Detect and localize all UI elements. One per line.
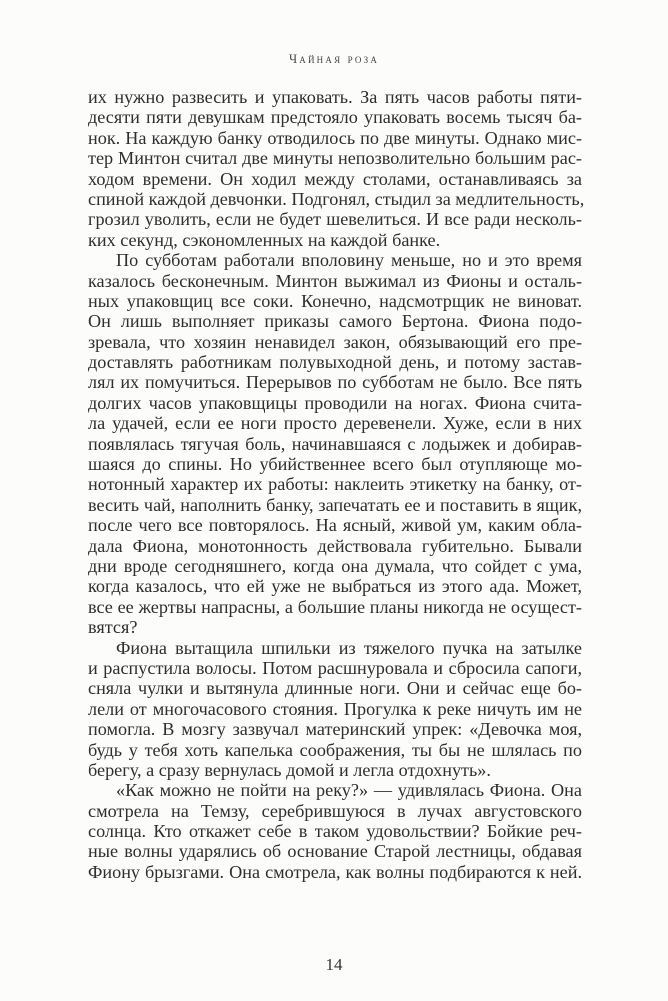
text-line: ных упаковщиц все соки. Конечно, надсмотрщик не виноват.: [88, 290, 582, 311]
text-line: и распустила волосы. Потом расшнуровала и сбросила сапоги,: [88, 657, 582, 678]
text-line: весить чай, наполнить банку, запечатать ее и поставить в ящик,: [88, 494, 582, 515]
text-line: ла удачей, если ее ноги просто деревенели. Хуже, если в них: [88, 413, 582, 434]
text-line: ких секунд, сэкономленных на каждой банке.: [88, 229, 441, 250]
text-line: ные волны ударялись об основание Старой лестницы, обдавая: [88, 841, 582, 862]
text-line: Он лишь выполняет приказы самого Бертона. Фиона подо-: [88, 311, 582, 332]
paragraph: [88, 250, 582, 637]
text-line: смотрела на Темзу, серебрившуюся в лучах августовского: [88, 800, 582, 821]
paragraph: [88, 638, 582, 781]
text-line: шаяся до спины. Но убийственнее всего был отупляюще мо-: [88, 454, 582, 475]
text-line: лял их помучиться. Перерывов по субботам не было. Все пять: [88, 372, 582, 393]
text-line: дала Фиона, монотонность действовала губительно. Бывали: [88, 535, 582, 556]
text-line: По субботам работали вполовину меньше, но и это время: [116, 250, 582, 271]
text-line: все ее жертвы напрасны, а большие планы никогда не осущест-: [88, 596, 582, 617]
text-line: лели от многочасового стояния. Прогулка к реке ничуть им не: [88, 698, 582, 719]
text-line: десяти пяти девушкам предстояло упаковать восемь тысяч ба-: [88, 107, 582, 128]
paragraph: [88, 780, 582, 882]
text-line: нотонный характер их работы: наклеить этикетку на банку, от-: [88, 474, 582, 495]
page-body: [88, 87, 585, 882]
text-line: появлялась тягучая боль, начинавшаяся с лодыжек и добирав-: [88, 433, 582, 454]
text-line: после чего все повторялось. На ясный, живой ум, каким обла-: [88, 515, 582, 536]
text-line: долгих часов упаковщицы проводили на ногах. Фиона счита-: [88, 392, 582, 413]
text-line: когда казалось, что ей уже не выбраться из этого ада. Может,: [88, 576, 582, 597]
text-line: помогла. В мозгу зазвучал материнский упрек: «Девочка моя,: [88, 719, 582, 740]
text-line: грозил уволить, если не будет шевелиться. И все ради несколь-: [88, 209, 582, 230]
text-line: тер Минтон считал две минуты непозволительно большим рас-: [88, 148, 582, 169]
text-line: спиной каждой девчонки. Подгонял, стыдил за медлительность,: [88, 188, 585, 209]
text-line: их нужно развесить и упаковать. За пять часов работы пяти-: [88, 87, 582, 107]
running-header: Чайная роза: [288, 52, 380, 66]
text-line: «Как можно не пойти на реку?» — удивлялась Фиона. Она: [116, 780, 582, 801]
text-line: берегу, а сразу вернулась домой и легла отдохнуть».: [88, 759, 491, 780]
text-line: нок. На каждую банку отводилось по две минуты. Однако мис-: [88, 127, 582, 148]
text-line: зревала, что хозяин ненавидел закон, обязывающий его пре-: [88, 331, 582, 352]
text-line: сняла чулки и вытянула длинные ноги. Они и сейчас еще бо-: [88, 678, 582, 699]
page-number: 14: [325, 955, 343, 974]
text-line: солнца. Кто откажет себе в таком удовольствии? Бойкие реч-: [88, 821, 582, 842]
text-line: доставлять работникам полувыходной день, и потому застав-: [88, 352, 582, 373]
text-line: казалось бесконечным. Минтон выжимал из Фионы и осталь-: [88, 270, 582, 291]
text-line: будь у тебя хоть капелька соображения, ты бы не шлялась по: [88, 739, 582, 760]
text-line: дни вроде сегодняшнего, когда она думала, что сойдет с ума,: [88, 555, 582, 576]
text-line: Фиону брызгами. Она смотрела, как волны подбираются к ней.: [88, 861, 582, 882]
text-line: вятся?: [88, 617, 138, 638]
text-line: ходом времени. Он ходил между столами, останавливаясь за: [88, 168, 582, 189]
paragraph: [88, 87, 585, 250]
text-line: Фиона вытащила шпильки из тяжелого пучка на затылке: [116, 637, 582, 658]
